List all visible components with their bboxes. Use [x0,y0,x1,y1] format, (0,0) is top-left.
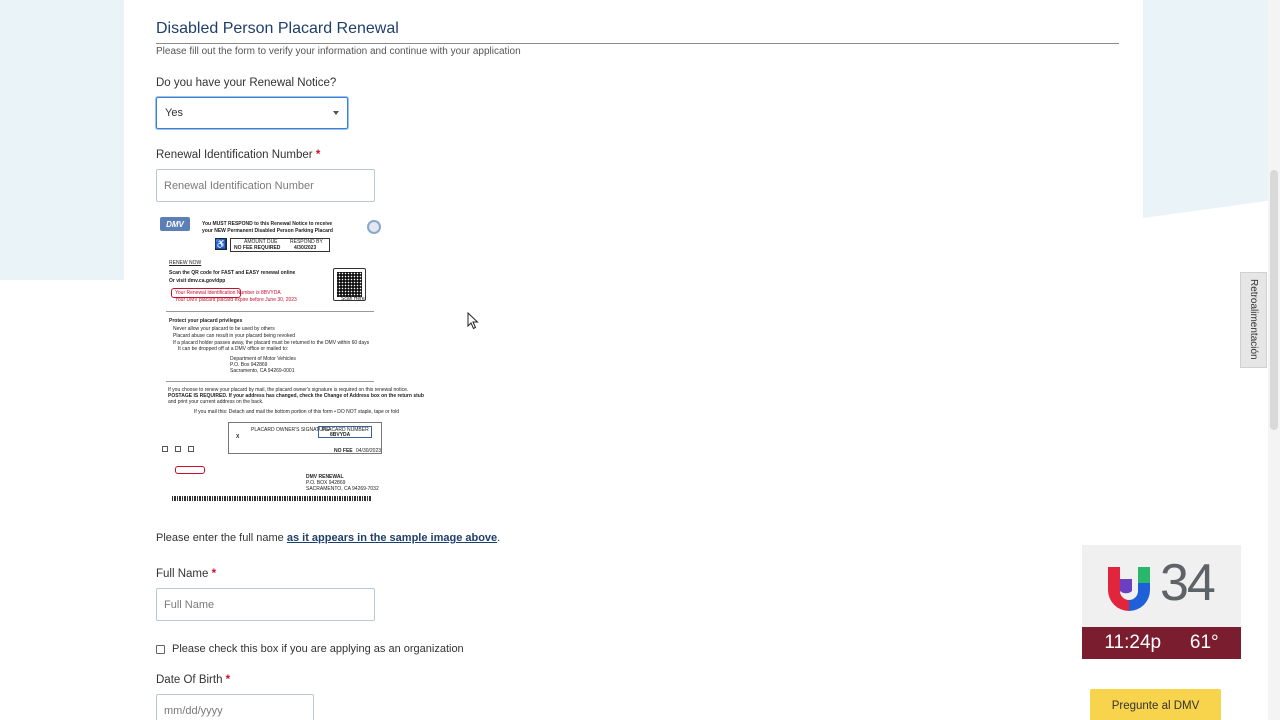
dob-input[interactable] [156,694,314,720]
notice-bullet-2: Placard abuse can result in your placard being revoked [173,333,296,339]
sample-image-link[interactable]: as it appears in the sample image above [286,532,498,544]
signature-label: PLACARD OWNER'S SIGNATURE [251,427,330,433]
time-readout: 11:24p [1104,632,1162,653]
page-background-left [0,0,124,280]
required-marker: * [225,674,231,686]
amount-due-label: AMOUNT DUE [244,239,278,245]
renew-now-label: RENEW NOW [169,260,202,266]
scan-here-label: Scan Here [341,296,365,302]
required-marker: * [315,149,321,161]
organization-checkbox[interactable] [156,645,165,654]
mail-line-1: If you choose to renew your placard by mail, the placard owner's signature is required on this renewal notice. [168,387,409,393]
required-marker: * [211,568,217,580]
notice-address-1: Department of Motor Vehicles [230,356,296,362]
rin-label-text: Renewal Identification Number [156,149,313,161]
rin-label [156,149,320,161]
placard-number-label: PLACARD NUMBER [322,427,369,433]
feedback-tab[interactable] [1240,272,1267,368]
notice-divider [166,311,374,312]
organization-checkbox-row[interactable] [156,643,464,655]
notice-bullet-3: If a placard holder passes away, the placard must be returned to the DMV within 60 days [173,340,370,346]
barcode-icon [172,496,372,501]
tv-station-logo [1082,545,1241,659]
respond-date: 04/30/2023 [356,448,382,454]
renewal-notice-select[interactable] [156,97,348,129]
notice-address-2: P.O. Box 942869 [230,362,268,368]
owner-name-highlight [175,466,205,474]
wheelchair-icon: ♿ [215,238,227,249]
feedback-tab-label: Retroalimentación [1248,279,1259,360]
rin-input[interactable] [156,169,375,202]
notice-bullet-1: Never allow your placard to be used by others [173,326,275,332]
mail-line-3: and print your current address on the back. [168,399,264,405]
placard-number-value: 8BVYDA [330,432,351,438]
chevron-down-icon [333,111,339,115]
notice-rin-line: Your Renewal Identification Number is 8BVYDA [175,290,281,296]
instructions-period: . [497,532,501,544]
dmv-logo: DMV [160,217,190,231]
notice-expire-line: Your DMV placard placard expire before June 30, 2023 [175,297,297,303]
mail-line-2: POSTAGE IS REQUIRED. If your address has changed, check the Change of Address box on the return stub [168,393,424,399]
instructions-text: Please enter the full name [156,532,287,544]
checkbox-icon [188,446,194,452]
title-divider [156,43,1119,44]
notice-heading-line1: You MUST RESPOND to this Renewal Notice to receive [202,221,333,227]
return-name: DMV RENEWAL [306,474,344,480]
no-fee-label: NO FEE [334,448,353,454]
amount-due-value: NO FEE REQUIRED [234,245,281,251]
renewal-notice-question: Do you have your Renewal Notice? [156,77,337,89]
notice-address-3: Sacramento, CA 94269-0001 [230,368,295,374]
ask-dmv-button[interactable]: Pregunte al DMV [1090,689,1221,720]
full-name-input[interactable] [156,588,375,621]
signature-x: X [236,434,240,440]
scan-line1: Scan the QR code for FAST and EASY renewal online [169,270,296,276]
respond-by-value: 4/30/2023 [294,245,317,251]
checkbox-icon [162,446,168,452]
dob-label [156,674,230,686]
return-city: SACRAMENTO, CA 94269-7032 [306,486,379,492]
globe-icon [367,220,381,234]
protect-heading: Protect your placard privileges [169,318,243,324]
page-subtitle: Please fill out the form to verify your information and continue with your application [156,46,521,57]
notice-heading-line2: your NEW Permanent Disabled Person Parking Placard [202,228,333,234]
notice-bullet-3b: It can be dropped off at a DMV office or mailed to: [178,346,289,352]
dob-label-text: Date Of Birth [156,674,223,686]
mouse-cursor-icon [467,312,479,330]
notice-divider [166,381,374,382]
return-box: P.O. BOX 942869 [306,480,346,486]
page-title: Disabled Person Placard Renewal [156,20,399,37]
scrollbar[interactable] [1268,0,1280,720]
renewal-notice-selected-value: Yes [165,107,183,119]
organization-checkbox-label: Please check this box if you are applying as an organization [172,643,464,655]
respond-by-label: RESPOND BY [290,239,323,245]
time-temp-bar [1082,627,1241,659]
detach-line: If you mail this: Detach and mail the bottom portion of this form • DO NOT staple, tape or fold [194,409,400,415]
channel-number: 34 [1160,554,1214,612]
full-name-label-text: Full Name [156,568,209,580]
full-name-instructions [156,532,500,544]
sample-renewal-notice-image [158,212,424,508]
checkbox-icon [175,446,181,452]
full-name-label [156,568,216,580]
page-background-right [1143,0,1270,218]
scan-line2: Or visit dmv.ca.gov/dpp [169,278,226,284]
scrollbar-thumb[interactable] [1270,170,1278,430]
temperature-readout: 61° [1189,632,1219,653]
univision-logo-icon [1106,565,1152,611]
